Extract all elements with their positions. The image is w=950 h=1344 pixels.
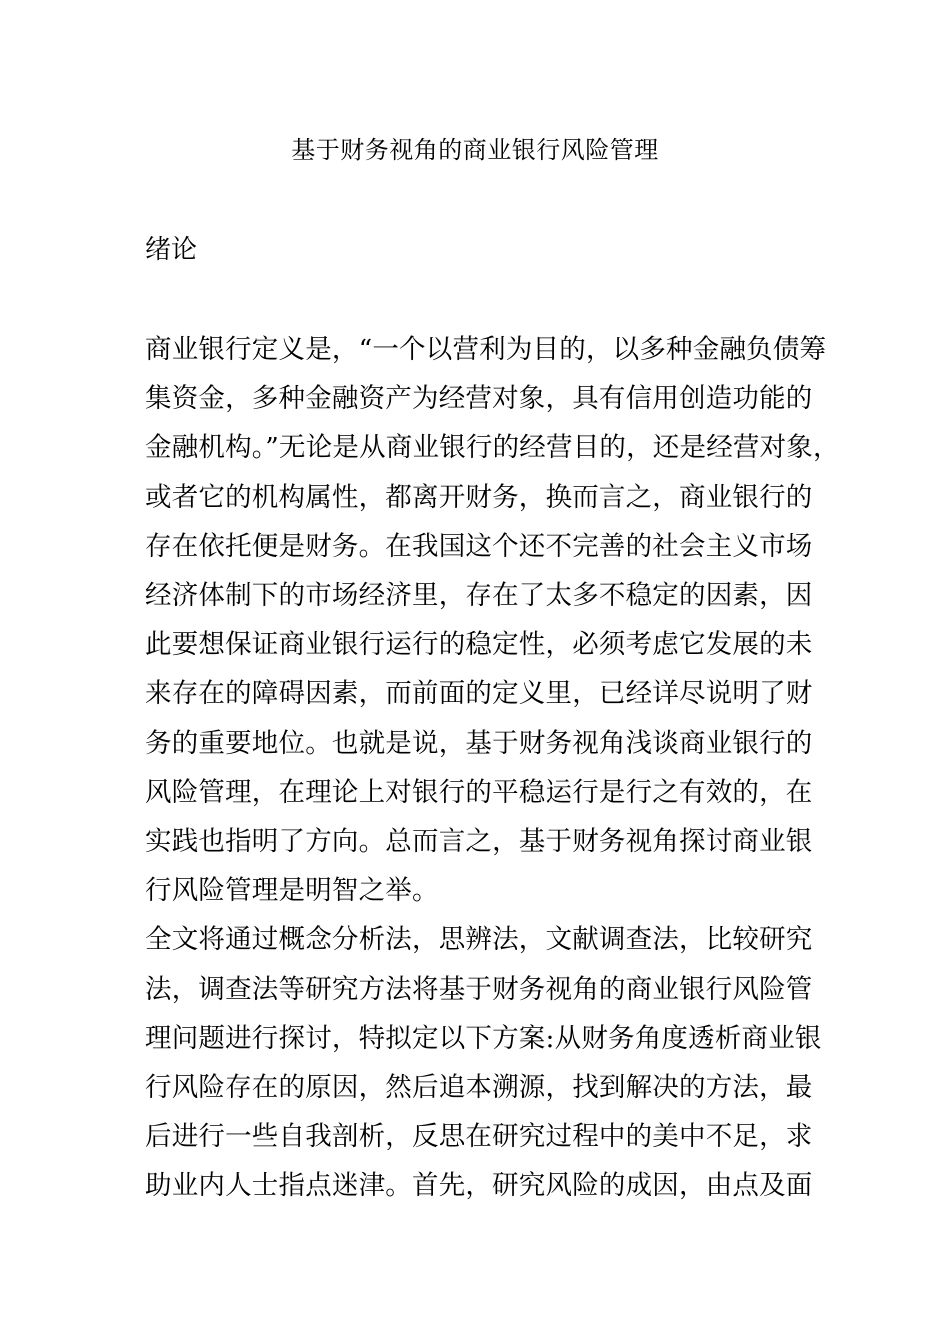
body-line: 法，调查法等研究方法将基于财务视角的商业银行风险管 (145, 973, 813, 1005)
body-line: 行风险存在的原因，然后追本溯源，找到解决的方法，最 (145, 1072, 813, 1104)
body-line: 理问题进行探讨，特拟定以下方案:从财务角度透析商业银 (145, 1022, 822, 1054)
section-heading: 绪论 (145, 235, 198, 265)
body-line: 此要想保证商业银行运行的稳定性，必须考虑它发展的未 (145, 629, 813, 661)
body-line: 商业银行定义是，“一个以营利为目的，以多种金融负债筹 (145, 334, 827, 365)
body-line: 助业内人士指点迷津。首先，研究风险的成因，由点及面 (145, 1170, 813, 1202)
body-line: 经济体制下的市场经济里，存在了太多不稳定的因素，因 (145, 580, 813, 612)
body-line: 存在依托便是财务。在我国这个还不完善的社会主义市场 (145, 530, 813, 562)
body-text (145, 325, 840, 1211)
body-line: 实践也指明了方向。总而言之，基于财务视角探讨商业银 (145, 826, 813, 858)
body-line: 后进行一些自我剖析，反思在研究过程中的美中不足，求 (145, 1121, 813, 1153)
body-line: 来存在的障碍因素，而前面的定义里，已经详尽说明了财 (145, 678, 813, 710)
document-title: 基于财务视角的商业银行风险管理 (291, 136, 659, 164)
body-line: 或者它的机构属性，都离开财务，换而言之，商业银行的 (145, 481, 813, 513)
body-line: 集资金，多种金融资产为经营对象，具有信用创造功能的 (145, 383, 813, 415)
body-line: 务的重要地位。也就是说，基于财务视角浅谈商业银行的 (145, 727, 813, 759)
body-line: 风险管理，在理论上对银行的平稳运行是行之有效的，在 (145, 776, 813, 808)
body-line: 金融机构。”无论是从商业银行的经营目的，还是经营对象， (145, 432, 840, 464)
body-line: 全文将通过概念分析法，思辨法，文献调查法，比较研究 (145, 924, 813, 956)
body-line: 行风险管理是明智之举。 (145, 875, 439, 907)
